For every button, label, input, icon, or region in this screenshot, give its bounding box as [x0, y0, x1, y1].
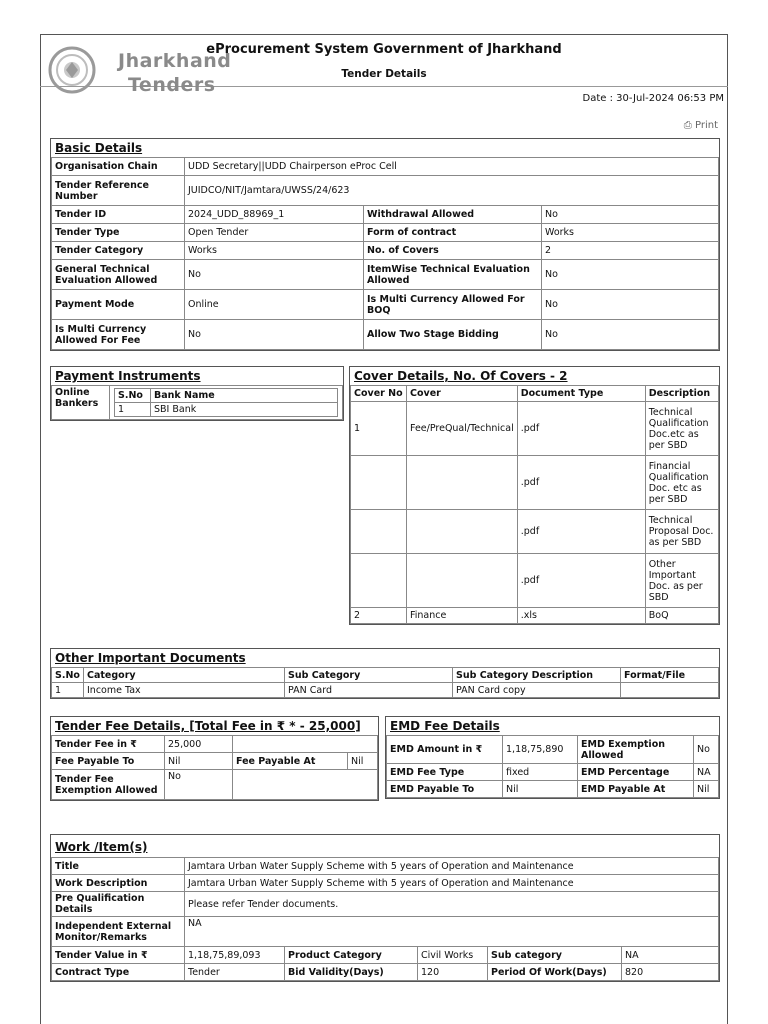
fee-payable-to-label: Fee Payable To	[52, 753, 165, 770]
bankers-cell	[110, 386, 343, 420]
work-items-section	[50, 834, 720, 982]
work-description-label: Work Description	[52, 875, 185, 892]
contract-type-label: Contract Type	[52, 964, 185, 981]
cover-doc-type: .pdf	[517, 402, 645, 456]
cover-details-table	[350, 385, 719, 624]
fee-payable-at-value: Nil	[348, 753, 378, 770]
table-row	[52, 736, 378, 753]
cover-doc-type: .pdf	[517, 554, 645, 608]
col-sub-category-description: Sub Category Description	[453, 668, 621, 683]
tender-fee-label: Tender Fee in ₹	[52, 736, 165, 753]
basic-details-table	[51, 157, 719, 350]
table-row	[387, 764, 719, 781]
table-row	[351, 608, 719, 624]
table-row	[52, 947, 719, 964]
tender-ref-label: Tender Reference Number	[52, 176, 185, 206]
site-title: eProcurement System Government of Jharkhand	[206, 42, 562, 57]
doc-format-file	[621, 683, 719, 698]
table-row	[351, 554, 719, 608]
tender-value-label: Tender Value in ₹	[52, 947, 185, 964]
logo-line-2: Tenders	[128, 74, 216, 96]
cover-doc-type: .xls	[517, 608, 645, 624]
cover-no: 1	[351, 402, 407, 456]
org-chain-label: Organisation Chain	[52, 158, 185, 176]
emd-amount-label: EMD Amount in ₹	[387, 736, 503, 764]
prequal-label: Pre Qualification Details	[52, 892, 185, 917]
product-category-value: Civil Works	[418, 947, 488, 964]
table-row	[52, 875, 719, 892]
cover-name	[407, 456, 518, 510]
col-category: Category	[84, 668, 285, 683]
table-row	[52, 158, 719, 176]
cover-details-title: Cover Details, No. Of Covers - 2	[354, 369, 568, 383]
cover-no	[351, 510, 407, 554]
table-row	[115, 403, 338, 417]
table-row	[52, 668, 719, 683]
doc-sub-category: PAN Card	[285, 683, 453, 698]
tender-category-value: Works	[185, 242, 364, 260]
online-bankers-label: Online Bankers	[52, 386, 110, 420]
col-cover-no: Cover No	[351, 386, 407, 402]
other-documents-section	[50, 648, 720, 699]
tender-fee-title: Tender Fee Details, [Total Fee in ₹ * - 25,000]	[55, 719, 361, 733]
empty-cell	[233, 770, 378, 800]
doc-sno: 1	[52, 683, 84, 698]
work-items-table	[51, 857, 719, 981]
basic-details-section	[50, 138, 720, 351]
table-row	[52, 386, 343, 420]
cover-description: Technical Qualification Doc.etc as per SBD	[645, 402, 718, 456]
col-description: Description	[645, 386, 718, 402]
payment-mode-value: Online	[185, 290, 364, 320]
multi-currency-boq-value: No	[542, 290, 719, 320]
no-of-covers-label: No. of Covers	[364, 242, 542, 260]
payment-mode-label: Payment Mode	[52, 290, 185, 320]
table-row	[351, 456, 719, 510]
work-items-title: Work /Item(s)	[55, 840, 148, 854]
table-row	[351, 510, 719, 554]
emd-payable-at-value: Nil	[694, 781, 719, 798]
col-sno: S.No	[115, 389, 151, 403]
fee-exemption-value: No	[165, 770, 233, 800]
table-row	[52, 206, 719, 224]
cover-name: Finance	[407, 608, 518, 624]
table-row	[351, 402, 719, 456]
print-label: Print	[694, 120, 718, 131]
gte-value: No	[185, 260, 364, 290]
fee-payable-at-label: Fee Payable At	[233, 753, 348, 770]
fee-payable-to-value: Nil	[165, 753, 233, 770]
emd-fee-title: EMD Fee Details	[390, 719, 500, 733]
table-row	[52, 964, 719, 981]
emd-payable-at-label: EMD Payable At	[578, 781, 694, 798]
tender-id-value: 2024_UDD_88969_1	[185, 206, 364, 224]
gte-label: General Technical Evaluation Allowed	[52, 260, 185, 290]
withdrawal-value: No	[542, 206, 719, 224]
doc-category: Income Tax	[84, 683, 285, 698]
table-row	[52, 242, 719, 260]
table-row	[387, 736, 719, 764]
logo-line-1: Jharkhand	[118, 50, 232, 72]
withdrawal-label: Withdrawal Allowed	[364, 206, 542, 224]
tender-category-label: Tender Category	[52, 242, 185, 260]
emd-fee-type-value: fixed	[503, 764, 578, 781]
table-row	[52, 683, 719, 698]
bankers-table	[114, 388, 338, 417]
iem-label: Independent External Monitor/Remarks	[52, 917, 185, 947]
cover-details-section	[349, 366, 720, 625]
prequal-value: Please refer Tender documents.	[185, 892, 719, 917]
work-title-label: Title	[52, 858, 185, 875]
table-row	[52, 320, 719, 350]
cover-doc-type: .pdf	[517, 510, 645, 554]
emd-exemption-label: EMD Exemption Allowed	[578, 736, 694, 764]
table-row	[52, 753, 378, 770]
table-row	[52, 858, 719, 875]
fee-exemption-label: Tender Fee Exemption Allowed	[52, 770, 165, 800]
col-document-type: Document Type	[517, 386, 645, 402]
tender-fee-value: 25,000	[165, 736, 233, 753]
emd-fee-type-label: EMD Fee Type	[387, 764, 503, 781]
table-row	[351, 386, 719, 402]
table-row	[387, 781, 719, 798]
period-of-work-label: Period Of Work(Days)	[488, 964, 622, 981]
col-bank-name: Bank Name	[151, 389, 338, 403]
period-of-work-value: 820	[622, 964, 719, 981]
table-row	[52, 917, 719, 947]
two-stage-label: Allow Two Stage Bidding	[364, 320, 542, 350]
multi-currency-boq-label: Is Multi Currency Allowed For BOQ	[364, 290, 542, 320]
tender-value-value: 1,18,75,89,093	[185, 947, 285, 964]
emd-fee-table	[386, 735, 719, 798]
tender-id-label: Tender ID	[52, 206, 185, 224]
other-documents-table	[51, 667, 719, 698]
table-row	[52, 224, 719, 242]
cover-description: BoQ	[645, 608, 718, 624]
emd-percentage-value: NA	[694, 764, 719, 781]
sub-category-label: Sub category	[488, 947, 622, 964]
no-of-covers-value: 2	[542, 242, 719, 260]
itemwise-label: ItemWise Technical Evaluation Allowed	[364, 260, 542, 290]
date-stamp: Date : 30-Jul-2024 06:53 PM	[582, 93, 724, 104]
basic-details-title: Basic Details	[55, 141, 143, 155]
contract-type-value: Tender	[185, 964, 285, 981]
cover-no	[351, 554, 407, 608]
work-title-value: Jamtara Urban Water Supply Scheme with 5 years of Operation and Maintenance	[185, 858, 719, 875]
two-stage-value: No	[542, 320, 719, 350]
other-documents-title: Other Important Documents	[55, 651, 246, 665]
empty-cell	[233, 736, 378, 753]
tender-ref-value: JUIDCO/NIT/Jamtara/UWSS/24/623	[185, 176, 719, 206]
multi-currency-fee-value: No	[185, 320, 364, 350]
table-row	[52, 770, 378, 800]
bid-validity-value: 120	[418, 964, 488, 981]
org-chain-value: UDD Secretary||UDD Chairperson eProc Cell	[185, 158, 719, 176]
payment-instruments-table	[51, 385, 343, 420]
emd-percentage-label: EMD Percentage	[578, 764, 694, 781]
tender-type-label: Tender Type	[52, 224, 185, 242]
cover-description: Financial Qualification Doc. etc as per SBD	[645, 456, 718, 510]
doc-sub-category-description: PAN Card copy	[453, 683, 621, 698]
col-cover: Cover	[407, 386, 518, 402]
print-button[interactable]	[684, 120, 718, 131]
table-row	[52, 290, 719, 320]
emd-payable-to-label: EMD Payable To	[387, 781, 503, 798]
cover-description: Technical Proposal Doc. as per SBD	[645, 510, 718, 554]
col-sno: S.No	[52, 668, 84, 683]
payment-instruments-title: Payment Instruments	[55, 369, 201, 383]
multi-currency-fee-label: Is Multi Currency Allowed For Fee	[52, 320, 185, 350]
table-row	[52, 176, 719, 206]
product-category-label: Product Category	[285, 947, 418, 964]
table-row	[52, 260, 719, 290]
bid-validity-label: Bid Validity(Days)	[285, 964, 418, 981]
cover-name: Fee/PreQual/Technical	[407, 402, 518, 456]
cover-name	[407, 554, 518, 608]
iem-value: NA	[185, 917, 719, 947]
bank-sno: 1	[115, 403, 151, 417]
emd-exemption-value: No	[694, 736, 719, 764]
form-contract-value: Works	[542, 224, 719, 242]
emd-amount-value: 1,18,75,890	[503, 736, 578, 764]
tender-fee-table	[51, 735, 378, 800]
tender-fee-section	[50, 716, 379, 801]
itemwise-value: No	[542, 260, 719, 290]
col-sub-category: Sub Category	[285, 668, 453, 683]
payment-instruments-section	[50, 366, 344, 421]
cover-name	[407, 510, 518, 554]
form-contract-label: Form of contract	[364, 224, 542, 242]
cover-no: 2	[351, 608, 407, 624]
col-format-file: Format/File	[621, 668, 719, 683]
sub-category-value: NA	[622, 947, 719, 964]
cover-description: Other Important Doc. as per SBD	[645, 554, 718, 608]
tender-type-value: Open Tender	[185, 224, 364, 242]
work-description-value: Jamtara Urban Water Supply Scheme with 5 years of Operation and Maintenance	[185, 875, 719, 892]
printer-icon: ⎙	[683, 120, 692, 131]
table-row	[115, 389, 338, 403]
bank-name: SBI Bank	[151, 403, 338, 417]
table-row	[52, 892, 719, 917]
page-subtitle: Tender Details	[341, 68, 427, 80]
cover-no	[351, 456, 407, 510]
cover-doc-type: .pdf	[517, 456, 645, 510]
emd-payable-to-value: Nil	[503, 781, 578, 798]
emd-fee-section	[385, 716, 720, 799]
